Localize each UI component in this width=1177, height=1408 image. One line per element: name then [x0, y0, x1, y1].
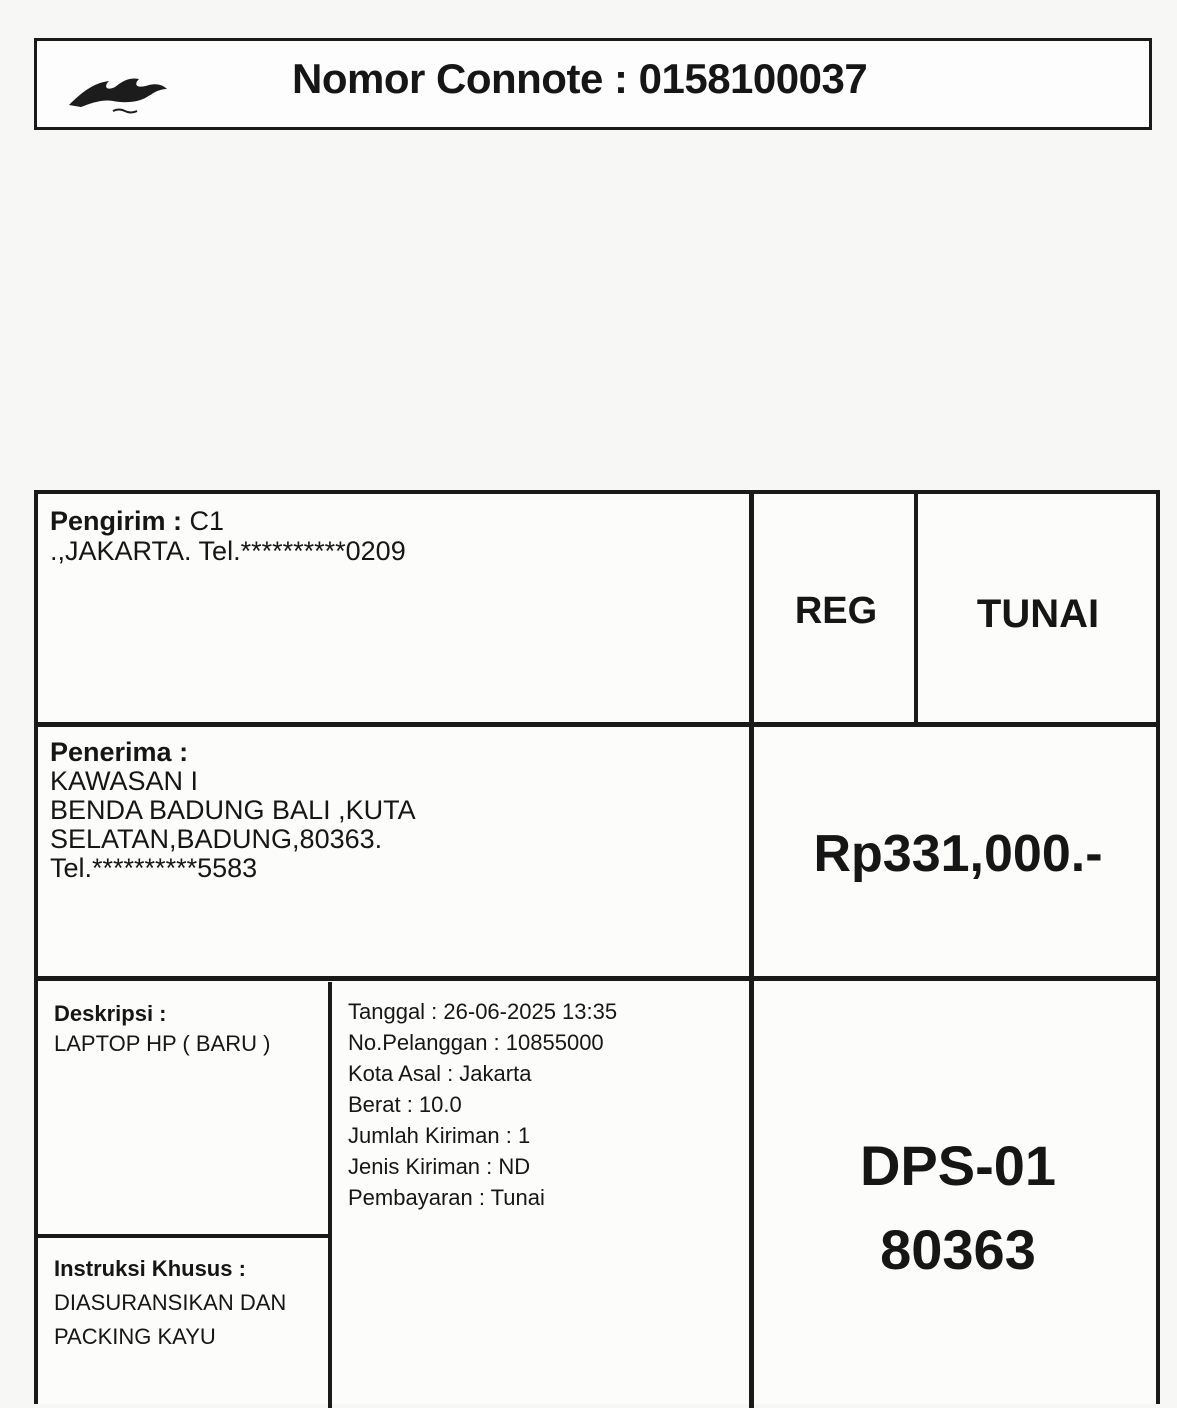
sender-address: .,JAKARTA. Tel.**********0209 [50, 536, 406, 566]
shipping-amount: Rp331,000.- [813, 825, 1103, 883]
detail-customer-number: No.Pelanggan : 10855000 [348, 1030, 604, 1055]
special-instructions [54, 1252, 286, 1354]
instructions-line: PACKING KAYU [54, 1324, 216, 1349]
sender-label: Pengirim : [50, 506, 183, 536]
destination-zip: 80363 [880, 1218, 1036, 1281]
connote-number: Nomor Connote : 0158100037 [292, 55, 868, 102]
detail-payment: Pembayaran : Tunai [348, 1185, 545, 1210]
connote-header [34, 38, 1152, 130]
detail-origin-city: Kota Asal : Jakarta [348, 1061, 532, 1086]
receiver-line: BENDA BADUNG BALI ,KUTA [50, 795, 416, 825]
receiver-block [50, 738, 416, 883]
destination-code: DPS-01 [859, 1134, 1057, 1197]
courier-logo-icon [63, 63, 173, 117]
detail-shipment-count: Jumlah Kiriman : 1 [348, 1123, 531, 1148]
description-block [54, 999, 270, 1059]
instructions-label: Instruksi Khusus : [54, 1256, 246, 1281]
sender-block [50, 506, 406, 566]
waybill-grid [34, 490, 1160, 1404]
description-label: Deskripsi : [54, 1001, 167, 1026]
instructions-line: DIASURANSIKAN DAN [54, 1290, 287, 1315]
shipment-details [348, 996, 617, 1213]
destination-block [758, 1124, 1158, 1292]
receiver-line: SELATAN,BADUNG,80363. [50, 824, 383, 854]
detail-weight: Berat : 10.0 [348, 1092, 462, 1117]
detail-date: Tanggal : 26-06-2025 13:35 [348, 999, 618, 1024]
receiver-line: KAWASAN I [50, 766, 199, 796]
sender-name: C1 [189, 506, 225, 536]
receiver-label: Penerima : [50, 737, 189, 767]
payment-type: TUNAI [976, 592, 1100, 636]
detail-shipment-type: Jenis Kiriman : ND [348, 1154, 531, 1179]
service-type: REG [794, 590, 878, 632]
description-value: LAPTOP HP ( BARU ) [54, 1031, 271, 1056]
receiver-phone: Tel.**********5583 [50, 853, 258, 883]
